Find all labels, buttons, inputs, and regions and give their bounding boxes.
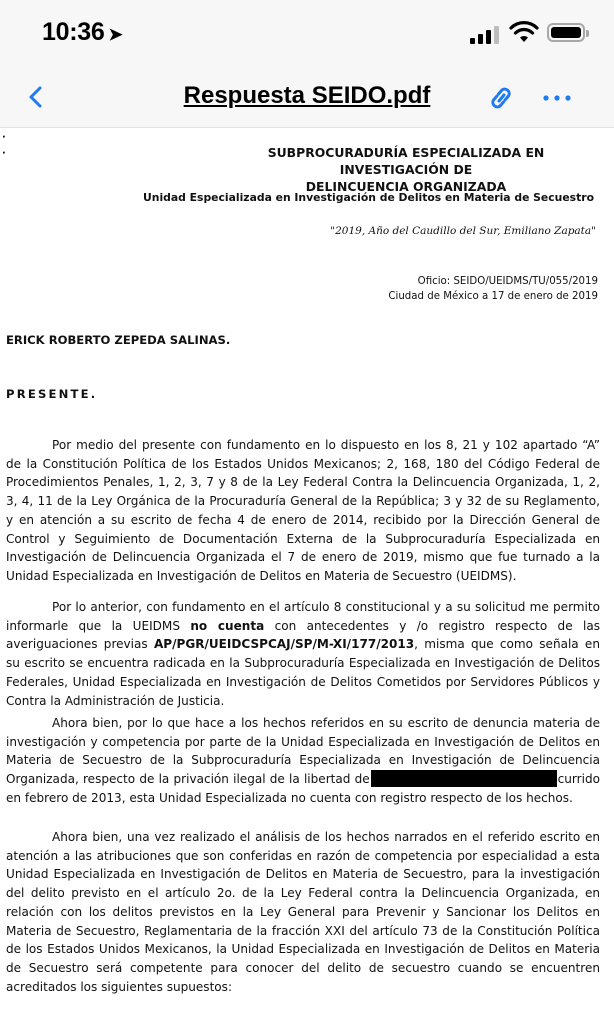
paragraph-2-text-b: con antecedentes y /o registro respecto de las averiguaciones previas <box>6 618 600 652</box>
paragraph-2 <box>6 598 600 710</box>
paragraph-4-text: Ahora bien, una vez realizado el análisis de los hechos narrados en el referido escrito en atención a las atribuciones que son conferidas en razón de competencia por especialidad a esta Unidad Especializada en Investigación de Delitos en Materia de Secuestro, para la investigación del delito previsto en el artículo 2o. de la Ley Federal contra la Delincuencia Organizada, en relación con los delitos previstos en la Ley General para Prevenir y Sancionar los Delitos en Materia de Secuestro, Reglamentaria de la fracción XXI del artículo 73 de la Constitución Política de los Estados Unidos Mexicanos, la Unidad Especializada en Investigación de Delitos en Materia de Secuestro será competente para conocer del delito de secuestro cuando se encuentren acreditados los siguientes supuestos: <box>6 830 600 994</box>
paragraph-2-text-c: , misma que como señala en su escrito se encuentra radicada en la Subprocuraduría Especializada en Investigación de Delitos Federales, Unidad Especializada en Investigación de Delitos Cometidos por Servidores Públicos y Contra la Administración de Justicia. <box>6 637 600 708</box>
oficio-date: Ciudad de México a 17 de enero de 2019 <box>388 291 598 302</box>
paragraph-2-bold-a: no cuenta <box>190 618 265 633</box>
paragraph-2-text-a: Por lo anterior, con fundamento en el artículo 8 constitucional y a su solicitud me permito informarle que la UEIDMS <box>6 600 600 633</box>
header-line-1: SUBPROCURADURÍA ESPECIALIZADA EN INVESTIGACIÓN DE <box>267 145 545 177</box>
cellular-signal-icon <box>470 24 500 44</box>
status-bar <box>0 0 614 66</box>
paragraph-3 <box>6 714 600 808</box>
case-number: AP/PGR/UEIDCSPCAJ/SP/M-XI/177/2013 <box>153 637 415 652</box>
scan-mark: · <box>2 148 6 159</box>
link-icon[interactable] <box>484 82 518 112</box>
addressee: ERICK ROBERTO ZEPEDA SALINAS. <box>6 333 231 347</box>
oficio-number: Oficio: SEIDO/UEIDMS/TU/055/2019 <box>417 276 598 287</box>
header-unit: Unidad Especializada en Investigación de Delitos en Materia de Secuestro <box>142 191 594 204</box>
navigation-bar <box>0 66 614 128</box>
paragraph-4 <box>6 828 600 996</box>
wifi-icon <box>509 20 539 44</box>
paragraph-1 <box>6 436 600 586</box>
header-line-2: DELINCUENCIA ORGANIZADA <box>305 179 507 194</box>
paragraph-1-text: Por medio del presente con fundamento en lo dispuesto en los 8, 21 y 102 apartado “A” de la Constitución Política de los Estados Unidos Mexicanos; 2, 168, 180 del Código Federal de Procedimientos Penales, 1, 2, 3, 7 y 8 de la Ley Federal Contra la Delincuencia Organizada, 1, 2, 3, 4, 11 de la Ley Orgánica de la Procuraduría General de la República; 3 y 32 de su Reglamento, y en atención a su escrito de fecha 4 de enero de 2014, recibido por la Dirección General de Control y Seguimiento de Documentación Externa de la Subprocuraduría Especializada en Investigación de Delincuencia Organizada el 7 de enero de 2019, mismo que fue turnado a la Unidad Especializada en Investigación de Delitos en Materia de Secuestro (UEIDMS). <box>6 438 600 583</box>
more-icon[interactable] <box>538 88 576 108</box>
scan-mark: · <box>2 132 6 143</box>
pdf-page[interactable] <box>0 128 614 1024</box>
redaction-bar <box>371 770 557 787</box>
paragraph-3-text-b: currido en febrero de 2013, esta Unidad Especializada no cuenta con registro respecto de los hechos. <box>6 772 600 805</box>
battery-icon <box>547 23 585 42</box>
clock <box>42 18 122 47</box>
document-title: Respuesta SEIDO.pdf <box>183 82 431 109</box>
paragraph-3-text-a: Ahora bien, por lo que hace a los hechos referidos en su escrito de denuncia materia de investigación y competencia por parte de la Unidad Especializada en Investigación de Delitos en Materia de Secuestro de la Subprocuraduría Especializada en Investigación de Delincuencia Organizada, respecto de la privación ilegal de la libertad de <box>6 716 600 787</box>
oficio-block <box>388 274 598 304</box>
year-motto: "2019, Año del Caudillo del Sur, Emiliano Zapata" <box>330 225 596 237</box>
salutation: PRESENTE. <box>6 387 98 401</box>
header-title <box>216 144 596 195</box>
clock-time: 10:36 <box>42 18 105 46</box>
location-arrow-icon: ➤ <box>108 25 123 44</box>
